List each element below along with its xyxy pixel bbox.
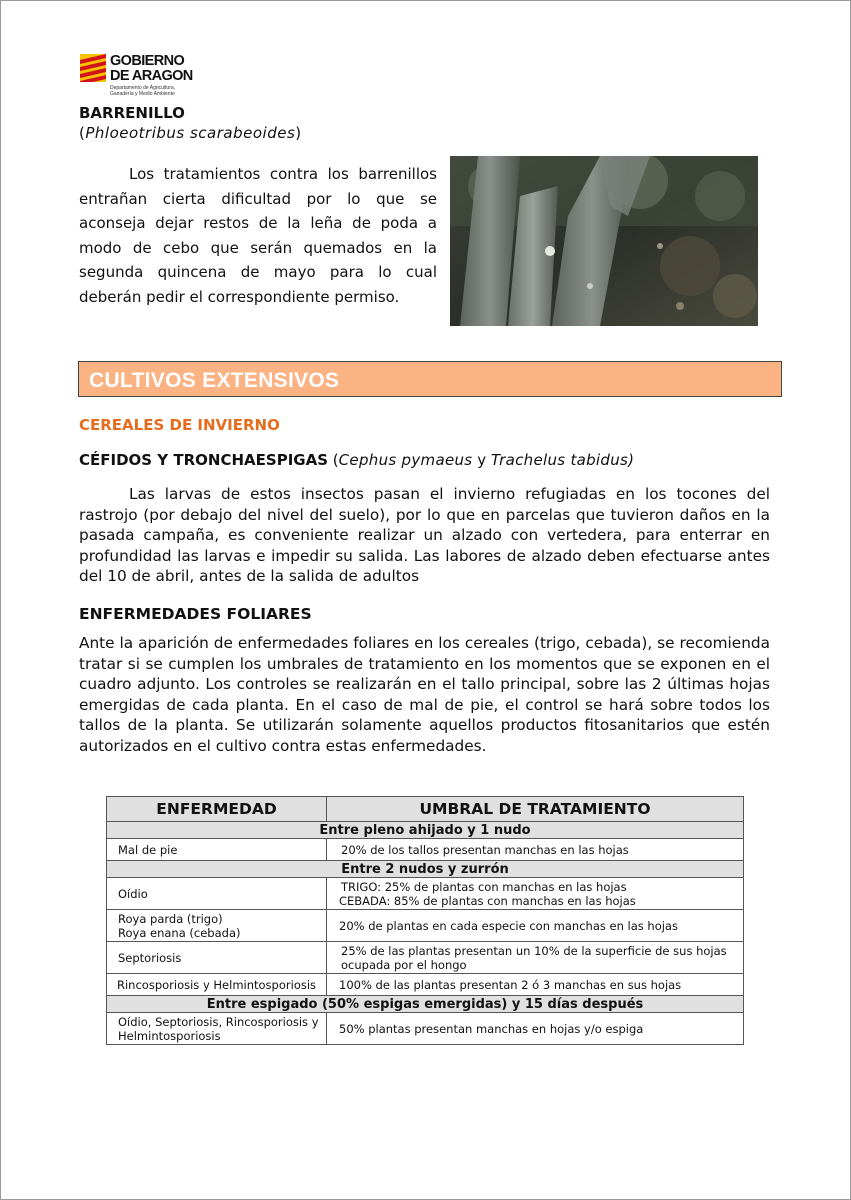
barrenillo-paragraph: Los tratamientos contra los barrenillos entrañan cierta dificultad por lo que se aconseja dejar restos de la leña de poda a modo de cebo que serán quemados en la segunda quincena de mayo para lo cual deberán pedir el correspondiente permiso.: [79, 165, 437, 306]
foliares-heading: ENFERMEDADES FOLIARES: [79, 605, 312, 623]
stage-row-3: Entre espigado (50% espigas emergidas) y 15 días después: [107, 996, 744, 1013]
threshold-cell: [327, 878, 744, 910]
threshold-cell: 20% de plantas en cada especie con manchas en las hojas: [327, 910, 744, 942]
threshold-cell: [327, 942, 744, 974]
tree-trunk-photo: [450, 156, 758, 326]
disease-cell: Septoriosis: [107, 942, 327, 974]
cefidos-title: CÉFIDOS Y TRONCHAESPIGAS: [79, 451, 329, 469]
gobierno-aragon-logo: [80, 52, 220, 102]
paren-close: ): [295, 124, 302, 142]
stage-row-2: Entre 2 nudos y zurrón: [107, 861, 744, 878]
logo-subtitle-2: Ganadería y Medio Ambiente: [110, 91, 175, 97]
treatment-threshold-table: [106, 796, 744, 1045]
threshold-line-2: ocupada por el hongo: [341, 957, 467, 972]
disease-line-1: Oídio, Septoriosis, Rincosporiosis y: [118, 1014, 319, 1029]
header-umbral: UMBRAL DE TRATAMIENTO: [327, 797, 744, 822]
section-banner: [78, 361, 782, 397]
aragon-flag-icon: [80, 54, 106, 82]
disease-line-1: Roya parda (trigo): [118, 911, 223, 926]
disease-cell: [107, 910, 327, 942]
threshold-cell: 100% de las plantas presentan 2 ó 3 manchas en sus hojas: [327, 974, 744, 996]
disease-cell: Rincosporiosis y Helmintosporiosis: [107, 974, 327, 996]
threshold-line-1: TRIGO: 25% de plantas con manchas en las hojas: [341, 879, 627, 894]
foliares-paragraph: Ante la aparición de enfermedades foliares en los cereales (trigo, cebada), se recomienda tratar si se cumplen los umbrales de tratamiento en los momentos que se exponen en el cuadro adjunto. Los controles se realizarán en el tallo principal, sobre las 2 últimas hojas emergidas de cada planta. En el caso de mal de pie, el control se hará sobre todos los tallos de la planta. Se utilizarán solamente aquellos productos fitosanitarios que estén autorizados en el cultivo contra estas enfermedades.: [79, 634, 770, 755]
cefidos-sci-2: Trachelus tabidus): [490, 451, 635, 469]
disease-cell: Oídio: [107, 878, 327, 910]
threshold-line-1: 25% de las plantas presentan un 10% de la superficie de sus hojas: [341, 943, 727, 958]
paren-open: (: [79, 124, 86, 142]
header-enfermedad: ENFERMEDAD: [107, 797, 327, 822]
subsection-title: CEREALES DE INVIERNO: [79, 416, 280, 434]
disease-cell: [107, 1013, 327, 1045]
threshold-cell: 50% plantas presentan manchas en hojas y/o espiga: [327, 1013, 744, 1045]
disease-line-2: Roya enana (cebada): [118, 925, 241, 940]
barrenillo-scientific-name: [79, 124, 302, 142]
cefidos-and: y: [472, 451, 491, 469]
logo-subtitle-1: Departamento de Agricultura,: [110, 85, 176, 91]
disease-cell: Mal de pie: [107, 839, 327, 861]
cefidos-heading: [79, 451, 634, 469]
section-title: CULTIVOS EXTENSIVOS: [89, 369, 340, 392]
cefidos-paren: (: [328, 451, 339, 469]
cefidos-sci-1: Cephus pymaeus: [338, 451, 473, 469]
sci-name: Phloeotribus scarabeoides: [85, 124, 296, 142]
threshold-line-2: CEBADA: 85% de plantas con manchas en las hojas: [339, 893, 636, 908]
logo-line-2: DE ARAGON: [110, 68, 193, 84]
cefidos-paragraph: Las larvas de estos insectos pasan el invierno refugiadas en los tocones del rastrojo (por debajo del nivel del suelo), por lo que en parcelas que tuvieron daños en la pasada campaña, es conveniente realizar un alzado con vertedera, para enterrar en profundidad las larvas e impedir su salida. Las labores de alzado deben efectuarse antes del 10 de abril, antes de la salida de adultos: [79, 485, 770, 585]
threshold-cell: 20% de los tallos presentan manchas en las hojas: [327, 839, 744, 861]
stage-row-1: Entre pleno ahijado y 1 nudo: [107, 822, 744, 839]
disease-line-2: Helmintosporiosis: [118, 1028, 221, 1043]
logo-line-1: GOBIERNO: [110, 53, 185, 69]
barrenillo-title: BARRENILLO: [79, 104, 185, 122]
